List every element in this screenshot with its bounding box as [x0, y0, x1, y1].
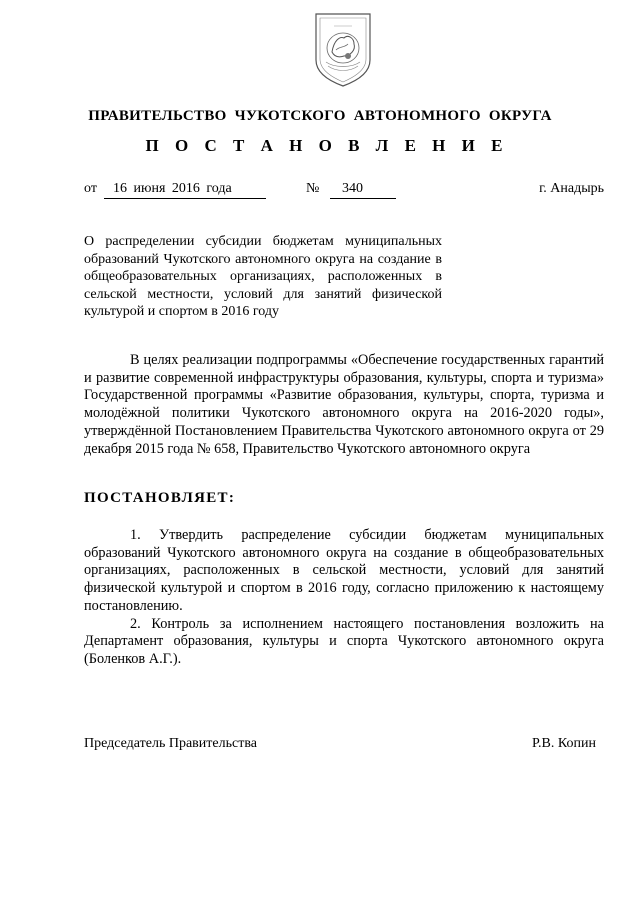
document-meta: [84, 181, 604, 201]
signer-name: Р.В. Копин: [532, 736, 596, 751]
document-subject: О распределении субсидии бюджетам муниципальных образований Чукотского автономного округа на создание в общеобразовательных организациях, расположенных в сельской местности, условий для занятий физической культурой и спортом в 2016 году: [84, 234, 442, 319]
signature-block: [84, 736, 596, 756]
number-sign: №: [306, 181, 320, 196]
government-name: ПРАВИТЕЛЬСТВО ЧУКОТСКОГО АВТОНОМНОГО ОКРУГА: [88, 108, 552, 124]
document-number: 340: [330, 181, 396, 199]
signer-role: Председатель Правительства: [84, 736, 257, 751]
coat-of-arms-icon: [314, 12, 372, 88]
resolution-item: 1. Утвердить распределение субсидии бюджетам муниципальных образований Чукотского автономного округа на создание в общеобразовательных организациях, расположенных в сельской местности, условий для занятий физической культурой и спортом в 2016 году, согласно приложению к настоящему постановлению.: [84, 527, 604, 614]
document-city: г. Анадырь: [539, 181, 604, 196]
preamble-paragraph: В целях реализации подпрограммы «Обеспечение государственных гарантий и развитие современной инфраструктуры образования, культуры, спорта и туризма» Государственной программы «Развитие образования, культуры, спорта, туризма и молодёжной политики Чукотского автономного округа на 2016-2020 годы», утверждённой Постановлением Правительства Чукотского автономного округа от 29 декабря 2015 года № 658, Правительство Чукотского автономного округа: [84, 352, 604, 457]
resolution-item: 2. Контроль за исполнением настоящего постановления возложить на Департамент образования, культуры и спорта Чукотского автономного округа (Боленков А.Г.).: [84, 615, 604, 667]
resolves-heading: ПОСТАНОВЛЯЕТ:: [84, 490, 236, 506]
document-type: П О С Т А Н О В Л Е Н И Е: [145, 136, 509, 155]
date-prefix: от: [84, 181, 97, 196]
document-date: 16 июня 2016 года: [104, 181, 266, 199]
resolution-items: [84, 527, 604, 669]
